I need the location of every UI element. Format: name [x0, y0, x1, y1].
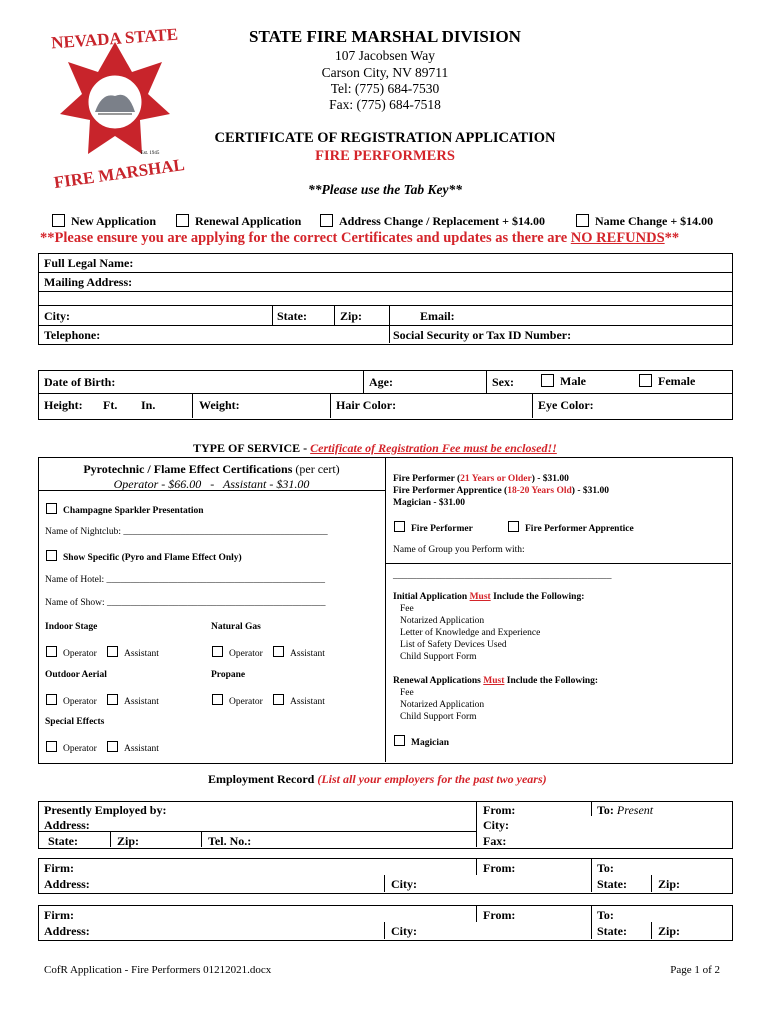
group-field[interactable]: ______________________________________________ [393, 571, 612, 581]
female-checkbox[interactable] [639, 374, 695, 389]
zip-label: Zip: [658, 877, 681, 891]
checkbox-icon [46, 741, 57, 752]
employment-note: (List all your employers for the past two years) [317, 772, 547, 786]
full-name-label: Full Legal Name: [44, 256, 134, 270]
checkbox-icon [107, 694, 118, 705]
operator-label: Operator [63, 697, 97, 707]
fpa-age: 18-20 Years Old [507, 486, 572, 496]
state-label: State: [277, 309, 307, 323]
assistant-label: Assistant [290, 697, 325, 707]
agency-address-line1: 107 Jacobsen Way [335, 48, 435, 63]
name-change-label: Name Change + $14.00 [595, 214, 714, 228]
present-value: Present [616, 803, 654, 817]
fp-label: Fire Performer ( [393, 474, 461, 484]
checkbox-icon [394, 521, 405, 532]
special-effects-label: Special Effects [45, 717, 105, 727]
female-label: Female [658, 374, 696, 388]
address-label: Address: [44, 818, 90, 832]
must-emphasis: Must [483, 676, 505, 686]
group-label: Name of Group you Perform with: [393, 545, 525, 555]
assistant-label: Assistant [124, 649, 159, 659]
agency-address-line2: Carson City, NV 89711 [321, 65, 449, 80]
outdoor-assistant-checkbox[interactable] [107, 694, 159, 707]
employment-title [208, 772, 547, 787]
checkbox-icon [52, 214, 65, 227]
renewal-a: Renewal Applications [393, 676, 484, 686]
operator-label: Operator [229, 697, 263, 707]
checkbox-icon [46, 550, 57, 561]
pyro-heading [38, 462, 385, 477]
footer-filename: CofR Application - Fire Performers 01212021.docx [44, 964, 272, 976]
service-section-title [193, 441, 557, 456]
initial-b: Include the Following: [490, 592, 585, 602]
fire-performer-checkbox[interactable] [394, 521, 473, 534]
renewal-item: Child Support Form [400, 712, 477, 722]
refund-warning [40, 230, 760, 247]
city-label: City: [44, 309, 70, 323]
email-label: Email: [420, 309, 455, 323]
renewal-item: Notarized Application [400, 700, 485, 710]
natural-gas-label: Natural Gas [211, 622, 261, 632]
initial-item: Fee [400, 604, 414, 614]
assistant-label: Assistant [124, 697, 159, 707]
sex-label: Sex: [492, 375, 514, 389]
propane-operator-checkbox[interactable] [212, 694, 263, 707]
checkbox-icon [320, 214, 333, 227]
service-title: TYPE OF SERVICE - [193, 441, 311, 455]
outdoor-operator-checkbox[interactable] [46, 694, 97, 707]
zip-label: Zip: [658, 924, 681, 938]
operator-label: Operator [63, 744, 97, 754]
fax-label: Fax: [483, 834, 507, 848]
checkbox-icon [107, 741, 118, 752]
propane-assistant-checkbox[interactable] [273, 694, 325, 707]
logo-top-text: NEVADA STATE [50, 24, 179, 53]
form-title: CERTIFICATE OF REGISTRATION APPLICATION [214, 130, 556, 146]
initial-item: Letter of Knowledge and Experience [400, 628, 541, 638]
indoor-stage-label: Indoor Stage [45, 622, 98, 632]
hotel-field[interactable]: Name of Hotel: ______________________________________________ [45, 575, 325, 585]
champagne-checkbox[interactable] [46, 503, 204, 516]
assistant-label: Assistant [290, 649, 325, 659]
logo-est-text: Est. 1945 [140, 151, 160, 156]
male-checkbox[interactable] [541, 374, 586, 389]
renewal-application-checkbox[interactable] [176, 214, 301, 229]
from-label: From: [483, 861, 516, 875]
checkbox-icon [541, 374, 554, 387]
telephone-label: Telephone: [44, 328, 101, 342]
apprentice-checkbox[interactable] [508, 521, 634, 534]
propane-label: Propane [211, 670, 246, 680]
show-specific-checkbox[interactable] [46, 550, 242, 563]
checkbox-icon [46, 503, 57, 514]
logo-bottom-text: FIRE MARSHAL [52, 154, 186, 193]
new-application-label: New Application [71, 214, 157, 228]
refund-warning-suffix: ** [664, 230, 680, 246]
checkbox-icon [394, 735, 405, 746]
address-change-label: Address Change / Replacement + $14.00 [339, 214, 545, 228]
presently-employed-label: Presently Employed by: [44, 803, 167, 817]
fire-performer-fee [393, 474, 569, 484]
initial-item: Notarized Application [400, 616, 485, 626]
initial-item: List of Safety Devices Used [400, 640, 507, 650]
apprentice-fee [393, 486, 609, 496]
initial-item: Child Support Form [400, 652, 477, 662]
age-label: Age: [369, 375, 393, 389]
renewal-application-label: Renewal Application [195, 214, 302, 228]
tel-label: Tel. No.: [208, 834, 252, 848]
hair-color-label: Hair Color: [336, 398, 397, 412]
agency-fax: Fax: (775) 684-7518 [329, 97, 441, 112]
from-label: From: [483, 803, 516, 817]
pyro-heading-text: Pyrotechnic / Flame Effect Certifications [83, 462, 293, 476]
renewal-item: Fee [400, 688, 414, 698]
male-label: Male [560, 374, 586, 388]
special-assistant-checkbox[interactable] [107, 741, 159, 754]
footer-page-number: Page 1 of 2 [670, 964, 720, 976]
operator-label: Operator [63, 649, 97, 659]
address-label: Address: [44, 924, 90, 938]
new-application-checkbox[interactable] [52, 214, 156, 229]
page-title: STATE FIRE MARSHAL DIVISION [249, 27, 521, 46]
address-change-checkbox[interactable] [320, 214, 545, 229]
renewal-requirements-heading [393, 676, 598, 686]
feet-label: Ft. [103, 398, 118, 412]
natgas-operator-checkbox[interactable] [212, 646, 263, 659]
tab-key-note: **Please use the Tab Key** [308, 182, 462, 197]
checkbox-icon [508, 521, 519, 532]
from-label: From: [483, 908, 516, 922]
personal-info-box [38, 253, 733, 345]
fpa-label: Fire Performer Apprentice ( [393, 486, 508, 496]
pyro-heading-suffix: (per cert) [292, 462, 340, 476]
firm-label: Firm: [44, 908, 74, 922]
state-label: State: [48, 834, 78, 848]
employment-title-text: Employment Record [208, 772, 318, 786]
to-label: To: [597, 908, 614, 922]
form-subtitle: FIRE PERFORMERS [315, 148, 455, 164]
checkbox-icon [273, 646, 284, 657]
employer-box-2 [38, 858, 733, 894]
nightclub-field[interactable]: Name of Nightclub: ___________________________________________ [45, 527, 328, 537]
weight-label: Weight: [199, 398, 240, 412]
checkbox-icon [639, 374, 652, 387]
operator-label: Operator [229, 649, 263, 659]
renewal-b: Include the Following: [504, 676, 599, 686]
magician-fee: Magician - $31.00 [393, 498, 466, 508]
city-label: City: [391, 924, 417, 938]
checkbox-icon [107, 646, 118, 657]
natgas-assistant-checkbox[interactable] [273, 646, 325, 659]
initial-requirements-heading [393, 592, 584, 602]
dob-label: Date of Birth: [44, 375, 116, 389]
champagne-label: Champagne Sparkler Presentation [63, 506, 204, 516]
name-change-checkbox[interactable] [576, 214, 713, 229]
checkbox-icon [46, 694, 57, 705]
address-label: Address: [44, 877, 90, 891]
fire-performer-label: Fire Performer [411, 524, 473, 534]
to-label: To: [597, 803, 614, 817]
to-label: To: [597, 861, 614, 875]
checkbox-icon [576, 214, 589, 227]
mailing-address-label: Mailing Address: [44, 275, 133, 289]
assistant-label: Assistant [124, 744, 159, 754]
state-label: State: [597, 877, 627, 891]
outdoor-aerial-label: Outdoor Aerial [45, 670, 107, 680]
no-refunds-emphasis: NO REFUNDS [570, 230, 665, 246]
firm-label: Firm: [44, 861, 74, 875]
inches-label: In. [141, 398, 156, 412]
fpa-fee: ) - $31.00 [571, 486, 609, 496]
ssn-label: Social Security or Tax ID Number: [393, 328, 572, 342]
city-label: City: [391, 877, 417, 891]
special-operator-checkbox[interactable] [46, 741, 97, 754]
eye-color-label: Eye Color: [538, 398, 594, 412]
employer-box-3 [38, 905, 733, 941]
apprentice-label: Fire Performer Apprentice [525, 524, 634, 534]
service-fee-note: Certificate of Registration Fee must be enclosed!! [310, 441, 557, 455]
magician-checkbox[interactable] [394, 735, 449, 748]
agency-telephone: Tel: (775) 684-7530 [330, 81, 440, 96]
fire-marshal-logo [40, 14, 190, 194]
initial-a: Initial Application [393, 592, 470, 602]
pyro-fees: Operator - $66.00 - Assistant - $31.00 [113, 477, 310, 491]
city-label: City: [483, 818, 509, 832]
checkbox-icon [273, 694, 284, 705]
show-field[interactable]: Name of Show: ______________________________________________ [45, 598, 326, 608]
zip-label: Zip: [117, 834, 140, 848]
checkbox-icon [212, 646, 223, 657]
show-specific-label: Show Specific (Pyro and Flame Effect Only) [63, 553, 242, 563]
state-label: State: [597, 924, 627, 938]
refund-warning-prefix: **Please ensure you are applying for the correct Certificates and updates as there are [40, 230, 571, 246]
indoor-assistant-checkbox[interactable] [107, 646, 159, 659]
fp-age: 21 Years or Older [460, 474, 532, 484]
must-emphasis: Must [469, 592, 491, 602]
checkbox-icon [176, 214, 189, 227]
checkbox-icon [46, 646, 57, 657]
to-present [597, 803, 653, 818]
checkbox-icon [212, 694, 223, 705]
fp-fee: ) - $31.00 [531, 474, 569, 484]
indoor-operator-checkbox[interactable] [46, 646, 97, 659]
height-label: Height: [44, 398, 83, 412]
zip-label: Zip: [340, 309, 363, 323]
magician-label: Magician [411, 738, 449, 748]
